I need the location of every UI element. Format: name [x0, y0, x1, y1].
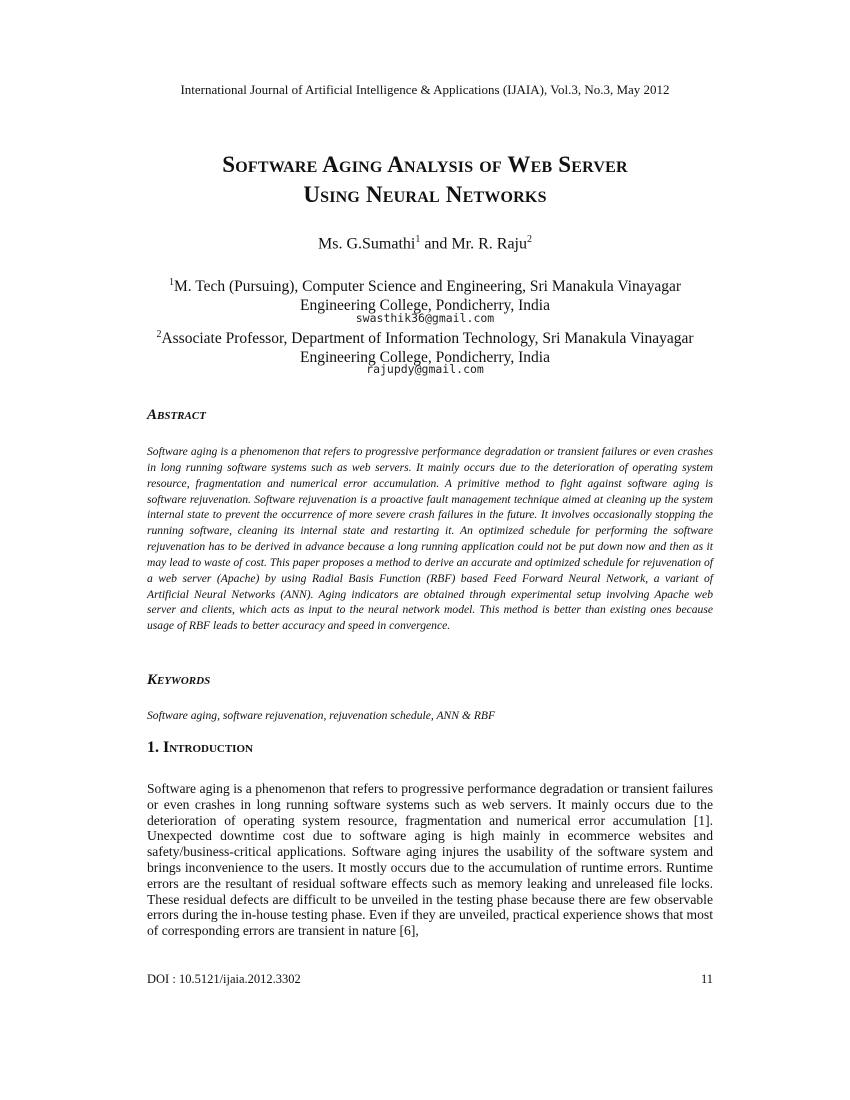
- affiliation-1-mark: 1: [168, 277, 174, 288]
- author-1-affil-mark: 1: [415, 234, 421, 245]
- affiliation-2-line-2: Engineering College, Pondicherry, India: [300, 349, 550, 367]
- journal-header: International Journal of Artificial Intelligence & Applications (IJAIA), Vol.3, No.3, May 2012: [180, 82, 670, 97]
- affiliation-1-line-1: [120, 273, 730, 296]
- introduction-body: Software aging is a phenomenon that refers to progressive performance degradation or transient failures or even crashes in long running software systems such as web servers. It mainly occurs due to the deterioration of operating system resource, fragmentation and numerical error accumulation [1]. Unexpected downtime cost due to software aging is high mainly in ecommerce websites and safety/business-critical applications. Software aging injures the usability of the software system and brings inconvenience to the users. It mostly occurs due to the accumulation of runtime errors. Runtime errors are the resultant of residual software effects such as memory leaking and unreleased file locks. These residual defects are difficult to be unveiled in the testing phase because there are few observable errors during the in-house testing phase. Even if they are unveiled, practical experience shows that most of corresponding errors are transient in nature [6],: [147, 781, 713, 939]
- abstract-body: Software aging is a phenomenon that refers to progressive performance degradation or transient failures or even crashes in long running software systems such as web servers. It mainly occurs due to the deterioration of operating system resource, fragmentation and numerical error accumulation. A primitive method to fight against software aging is software rejuvenation. Software rejuvenation is a proactive fault management technique aimed at cleaning up the system internal state to prevent the occurrence of more severe crash failures in the future. It involves occasionally stopping the running software, cleaning its internal state and restarting it. An optimized schedule for performing the software rejuvenation has to be derived in advance because a long running application could not be put down now and then as it may lead to waste of cost. This paper proposes a method to derive an accurate and optimized schedule for rejuvenation of a web server (Apache) by using Radial Basis Function (RBF) based Feed Forward Neural Network, a variant of Artificial Neural Networks (ANN). Aging indicators are obtained through experimental setup involving Apache web server and clients, which acts as input to the neural network model. This method is better than existing ones because usage of RBF leads to better accuracy and speed in convergence.: [147, 445, 713, 633]
- affiliation-2-text-1: Associate Professor, Department of Information Technology, Sri Manakula Vinayagar: [161, 330, 694, 348]
- author-2: Mr. R. Raju: [451, 235, 527, 253]
- email-1: swasthik36@gmail.com: [355, 311, 495, 325]
- keywords-heading: Keywords: [147, 672, 211, 688]
- title-line-2: Using Neural Networks: [303, 182, 547, 207]
- authors-line: [0, 234, 850, 253]
- email-2: rajupdy@gmail.com: [366, 362, 484, 376]
- keywords-body: Software aging, software rejuvenation, rejuvenation schedule, ANN & RBF: [147, 709, 496, 722]
- author-1: Ms. G.Sumathi: [317, 235, 416, 253]
- affiliation-1-text-1: M. Tech (Pursuing), Computer Science and Engineering, Sri Manakula Vinayagar: [173, 278, 682, 296]
- authors-conjunction: and: [420, 235, 452, 253]
- affiliation-2-line-1: [120, 325, 730, 348]
- affiliation-2-mark: 2: [156, 329, 162, 340]
- introduction-heading: 1. Introduction: [147, 739, 253, 756]
- title-line-1: Software Aging Analysis of Web Server: [222, 152, 628, 177]
- page-number: 11: [700, 972, 713, 986]
- affiliation-1: [120, 273, 730, 315]
- paper-title: [100, 150, 750, 210]
- author-2-affil-mark: 2: [527, 234, 532, 245]
- abstract-heading: Abstract: [147, 407, 206, 423]
- footer-doi: DOI : 10.5121/ijaia.2012.3302: [147, 972, 301, 986]
- affiliation-1-line-2: Engineering College, Pondicherry, India: [300, 297, 550, 315]
- affiliation-2: [120, 325, 730, 367]
